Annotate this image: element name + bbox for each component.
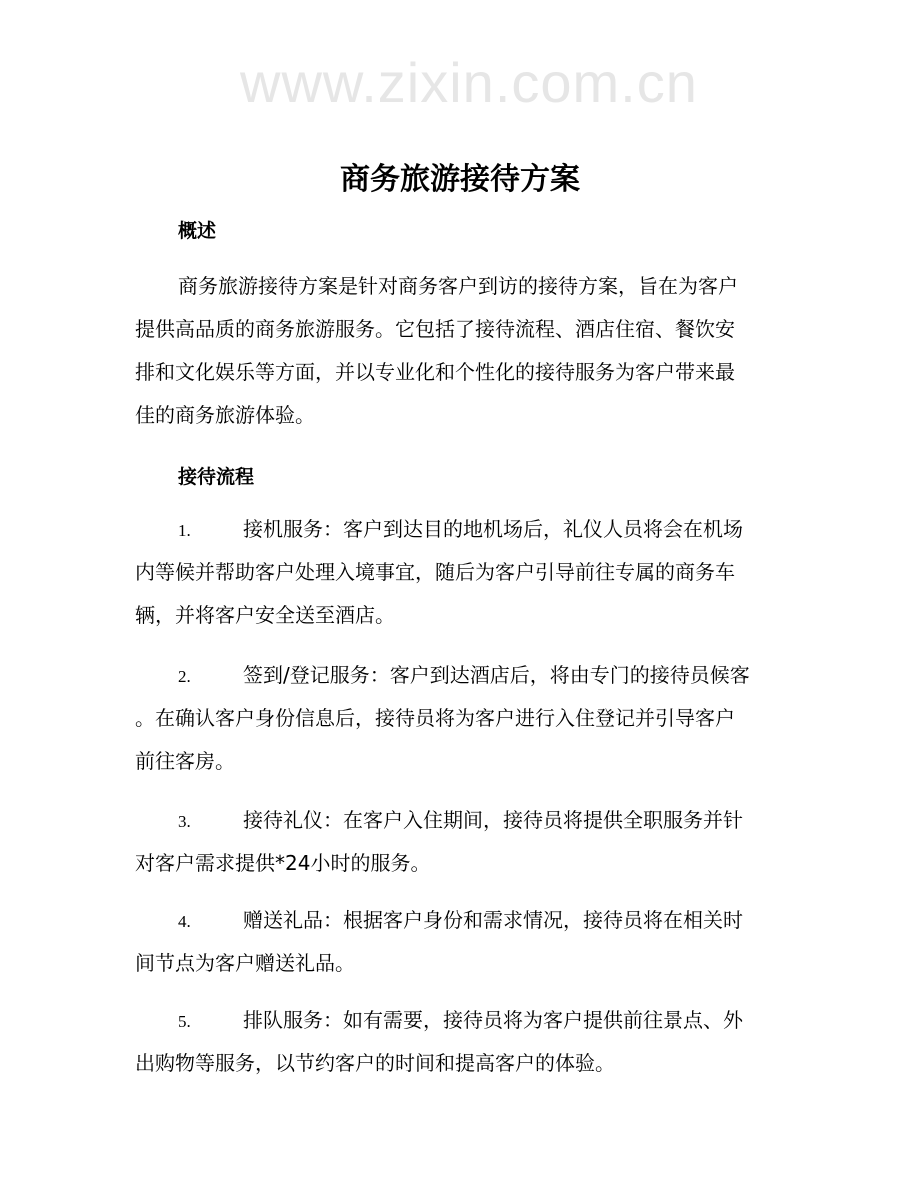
list-item (135, 508, 795, 637)
list-item (135, 799, 795, 885)
text-line: 。在确认客户身份信息后，接待员将为客户进行入住登记并引导客户 (135, 706, 735, 730)
text-line: 佳的商务旅游体验。 (135, 403, 315, 427)
text-line: 对客户需求提供*24小时的服务。 (135, 851, 431, 875)
text-line: 接机服务：客户到达目的地机场后，礼仪人员将会在机场 (243, 517, 743, 541)
text-line: 接待礼仪：在客户入住期间，接待员将提供全职服务并针 (243, 808, 743, 832)
overview-paragraph (135, 265, 795, 437)
list-number: 3. (178, 812, 191, 831)
document-title: 商务旅游接待方案 (340, 162, 580, 197)
list-item (135, 654, 795, 783)
section-heading-process: 接待流程 (178, 466, 255, 488)
text-line: 前往客房。 (135, 749, 235, 773)
text-line: 商务旅游接待方案是针对商务客户到访的接待方案，旨在为客户 (178, 274, 738, 298)
list-number: 2. (178, 667, 191, 686)
watermark: www.zixin.com.cn (240, 51, 698, 114)
list-number: 4. (178, 912, 191, 931)
list-number: 5. (178, 1012, 191, 1031)
text-line: 出购物等服务，以节约客户的时间和提高客户的体验。 (135, 1051, 615, 1075)
text-line: 排队服务：如有需要，接待员将为客户提供前往景点、外 (243, 1008, 743, 1032)
list-number: 1. (178, 521, 191, 540)
list-item (135, 899, 795, 985)
text-line: 内等候并帮助客户处理入境事宜，随后为客户引导前往专属的商务车 (135, 560, 735, 584)
text-line: 排和文化娱乐等方面，并以专业化和个性化的接待服务为客户带来最 (135, 360, 735, 384)
section-heading-overview: 概述 (178, 220, 217, 242)
text-line: 辆，并将客户安全送至酒店。 (135, 603, 395, 627)
text-line: 提供高品质的商务旅游服务。它包括了接待流程、酒店住宿、餐饮安 (135, 317, 735, 341)
list-item (135, 999, 795, 1085)
text-line: 签到/登记服务：客户到达酒店后，将由专门的接待员候客 (243, 663, 750, 687)
text-line: 赠送礼品：根据客户身份和需求情况，接待员将在相关时 (243, 908, 743, 932)
text-line: 间节点为客户赠送礼品。 (135, 951, 355, 975)
